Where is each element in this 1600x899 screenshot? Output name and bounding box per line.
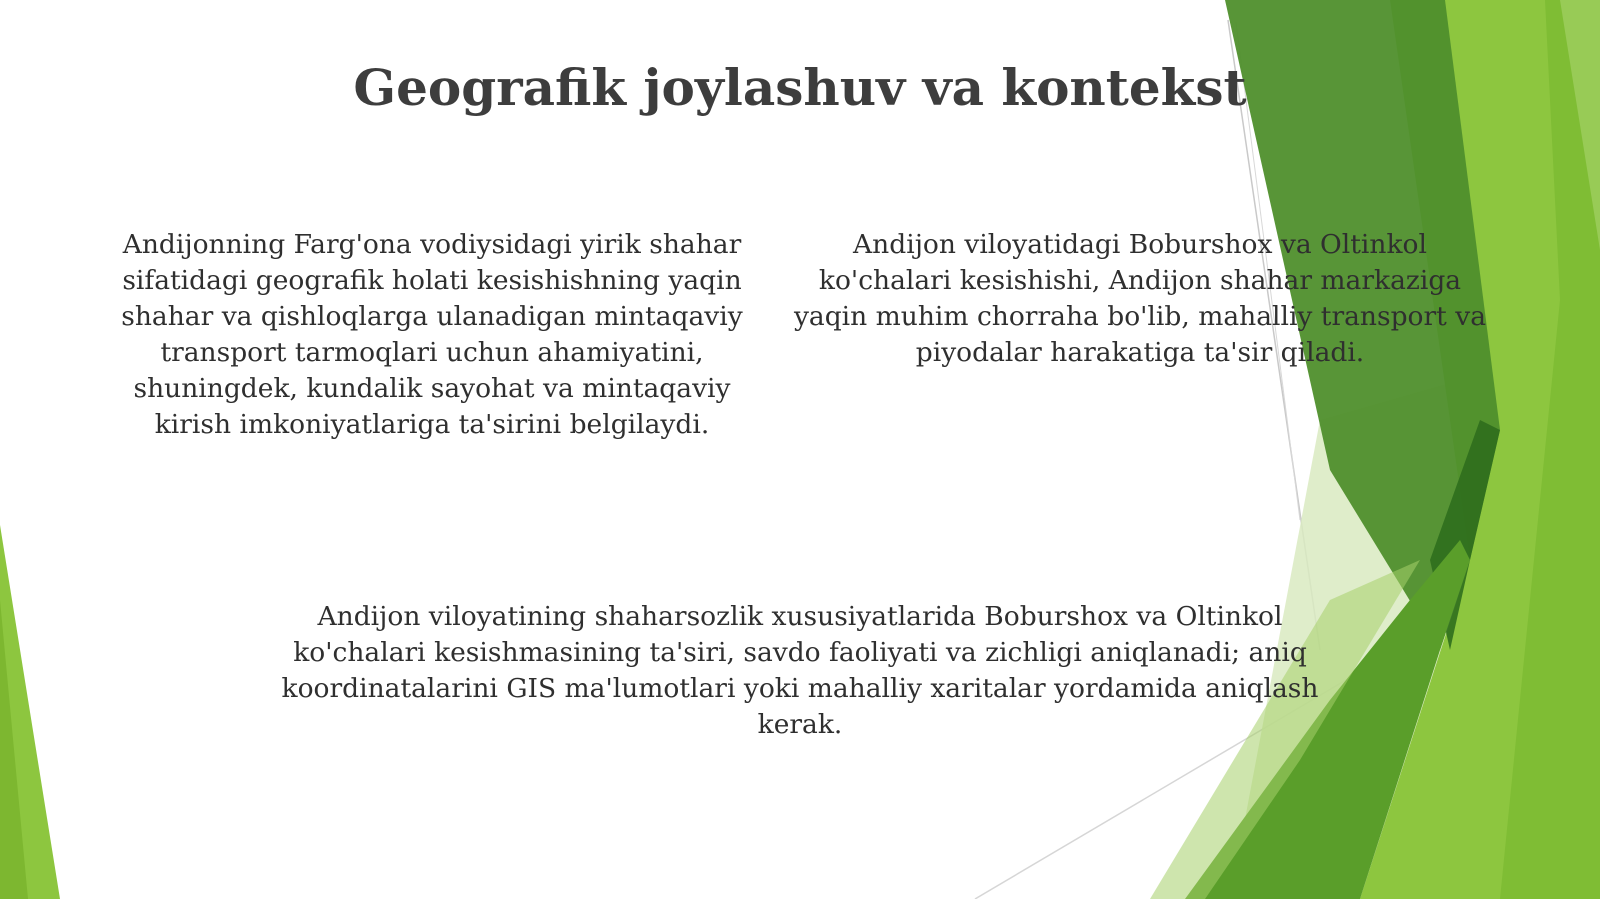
slide-title: Geografik joylashuv va kontekst xyxy=(353,58,1247,117)
paragraph-bottom: Andijon viloyatining shaharsozlik xususiyatlarida Boburshoх va Oltinkol ko'chalari kesishmasining ta'siri, savdo faoliyati va zichligi aniqlanadi; aniq koordinatalarini GIS ma'lumotlari yoki mahalliy xaritalar yordamida aniqlash kerak. xyxy=(281,601,1319,740)
paragraph-right: Andijon viloyatidagi Boburshoх va Oltinkol ko'chalari kesishishi, Andijon shahar markaziga yaqin muhim chorraha bo'lib, mahalliy transport va piyodalar harakatiga ta'sir qiladi. xyxy=(793,229,1487,368)
paragraph-left: Andijonning Farg'ona vodiysidagi yirik shahar sifatidagi geografik holati kesishishning yaqin shahar va qishloqlarga ulanadigan mintaqaviy transport tarmoqlari uchun ahamiyatini, shuningdek, kundalik sayohat va mintaqaviy kirish imkoniyatlariga ta'sirini belgilaydi. xyxy=(121,229,743,440)
